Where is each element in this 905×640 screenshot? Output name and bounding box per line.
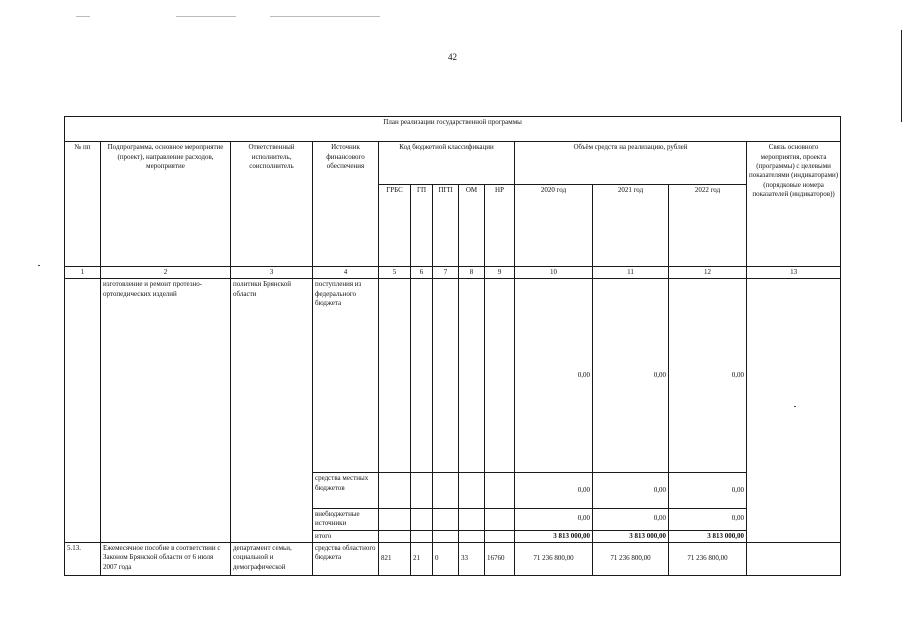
cell-2020: 0,00	[515, 473, 593, 508]
cell-2022: 0,00	[669, 508, 747, 530]
col-number: 10	[515, 266, 593, 278]
cell-item-name: Ежемесячное пособие в соответствии с Законом Брянской области от 6 июля 2007 года	[101, 542, 231, 575]
cell-2022: 0,00	[669, 473, 747, 508]
table-title: План реализации государственной программы	[65, 117, 841, 142]
cell-total-2020: 3 813 000,00	[515, 530, 593, 542]
cell-2021: 0,00	[593, 508, 669, 530]
cell-pgp	[433, 530, 459, 542]
header-num: № пп	[65, 142, 101, 267]
cell-2021: 0,00	[593, 279, 669, 473]
cell-om	[459, 473, 485, 508]
cell-2020: 0,00	[515, 508, 593, 530]
col-number: 1	[65, 266, 101, 278]
col-number: 2	[101, 266, 231, 278]
cell-gp	[411, 508, 433, 530]
cell-gp	[411, 530, 433, 542]
cell-source: поступления из федерального бюджета	[313, 279, 379, 473]
cell-executor: департамент семьи, социальной и демографической	[231, 542, 313, 575]
header-om: ОМ	[459, 185, 485, 267]
col-number: 12	[669, 266, 747, 278]
col-number: 11	[593, 266, 669, 278]
header-gp: ГП	[411, 185, 433, 267]
cell-num-empty	[65, 279, 101, 543]
cell-2022: 0,00	[669, 279, 747, 473]
cell-2021: 71 236 800,00	[593, 542, 669, 575]
col-number: 8	[459, 266, 485, 278]
cell-np	[485, 508, 515, 530]
cell-total-2021: 3 813 000,00	[593, 530, 669, 542]
col-number: 4	[313, 266, 379, 278]
header-executor: Ответственный исполнитель, соисполнитель	[231, 142, 313, 267]
cell-gp	[411, 279, 433, 473]
cell-om	[459, 508, 485, 530]
header-np: НР	[485, 185, 515, 267]
cell-om: 33	[459, 542, 485, 575]
header-2021: 2021 год	[593, 185, 669, 267]
page-number: 42	[448, 52, 457, 62]
cell-om	[459, 530, 485, 542]
cell-total-2022: 3 813 000,00	[669, 530, 747, 542]
cell-2022: 71 236 800,00	[669, 542, 747, 575]
cell-grbs	[379, 279, 411, 473]
header-volume: Объём средств на реализацию, рублей	[515, 142, 747, 185]
cell-pgp	[433, 473, 459, 508]
header-link: Связь основного мероприятия, проекта (программы) с целевыми показателями (индикаторами) (порядковые номера показателей (индикаторов))	[747, 142, 841, 267]
cell-source: средства местных бюджетов	[313, 473, 379, 508]
cell-pgp	[433, 279, 459, 473]
plan-table	[64, 116, 841, 576]
cell-source: внебюджетные источники	[313, 508, 379, 530]
cell-2020: 0,00	[515, 279, 593, 473]
cell-np: 16760	[485, 542, 515, 575]
header-grbs: ГРБС	[379, 185, 411, 267]
cell-gp	[411, 473, 433, 508]
cell-gp: 21	[411, 542, 433, 575]
cell-np	[485, 473, 515, 508]
cell-grbs: 821	[379, 542, 411, 575]
col-number: 7	[433, 266, 459, 278]
header-2022: 2022 год	[669, 185, 747, 267]
cell-item-name: изготовление и ремонт протезно-ортопедических изделий	[101, 279, 231, 543]
header-budget-code: Код бюджетной классификации	[379, 142, 515, 185]
cell-np	[485, 530, 515, 542]
header-2020: 2020 год	[515, 185, 593, 267]
col-number: 5	[379, 266, 411, 278]
scan-dot	[38, 265, 40, 266]
margin-rule	[901, 30, 902, 122]
cell-grbs	[379, 508, 411, 530]
cell-source: средства областного бюджета	[313, 542, 379, 575]
cell-grbs	[379, 473, 411, 508]
cell-link	[747, 542, 841, 575]
cell-pgp: 0	[433, 542, 459, 575]
cell-grbs	[379, 530, 411, 542]
header-subprogram: Подпрограмма, основное мероприятие (проект), направление расходов, мероприятие	[101, 142, 231, 267]
scan-speck	[270, 16, 380, 17]
col-number: 3	[231, 266, 313, 278]
scan-speck	[176, 16, 236, 17]
scan-speck	[76, 16, 90, 17]
cell-om	[459, 279, 485, 473]
col-number: 9	[485, 266, 515, 278]
cell-2021: 0,00	[593, 473, 669, 508]
cell-np	[485, 279, 515, 473]
cell-source-total: итого	[313, 530, 379, 542]
col-number: 6	[411, 266, 433, 278]
col-number: 13	[747, 266, 841, 278]
header-source: Источник финансового обеспечения	[313, 142, 379, 267]
cell-executor: политики Брянской области	[231, 279, 313, 543]
cell-link	[747, 279, 841, 543]
cell-num: 5.13.	[65, 542, 101, 575]
cell-2020: 71 236 800,00	[515, 542, 593, 575]
header-pgp: ПГП	[433, 185, 459, 267]
cell-pgp	[433, 508, 459, 530]
